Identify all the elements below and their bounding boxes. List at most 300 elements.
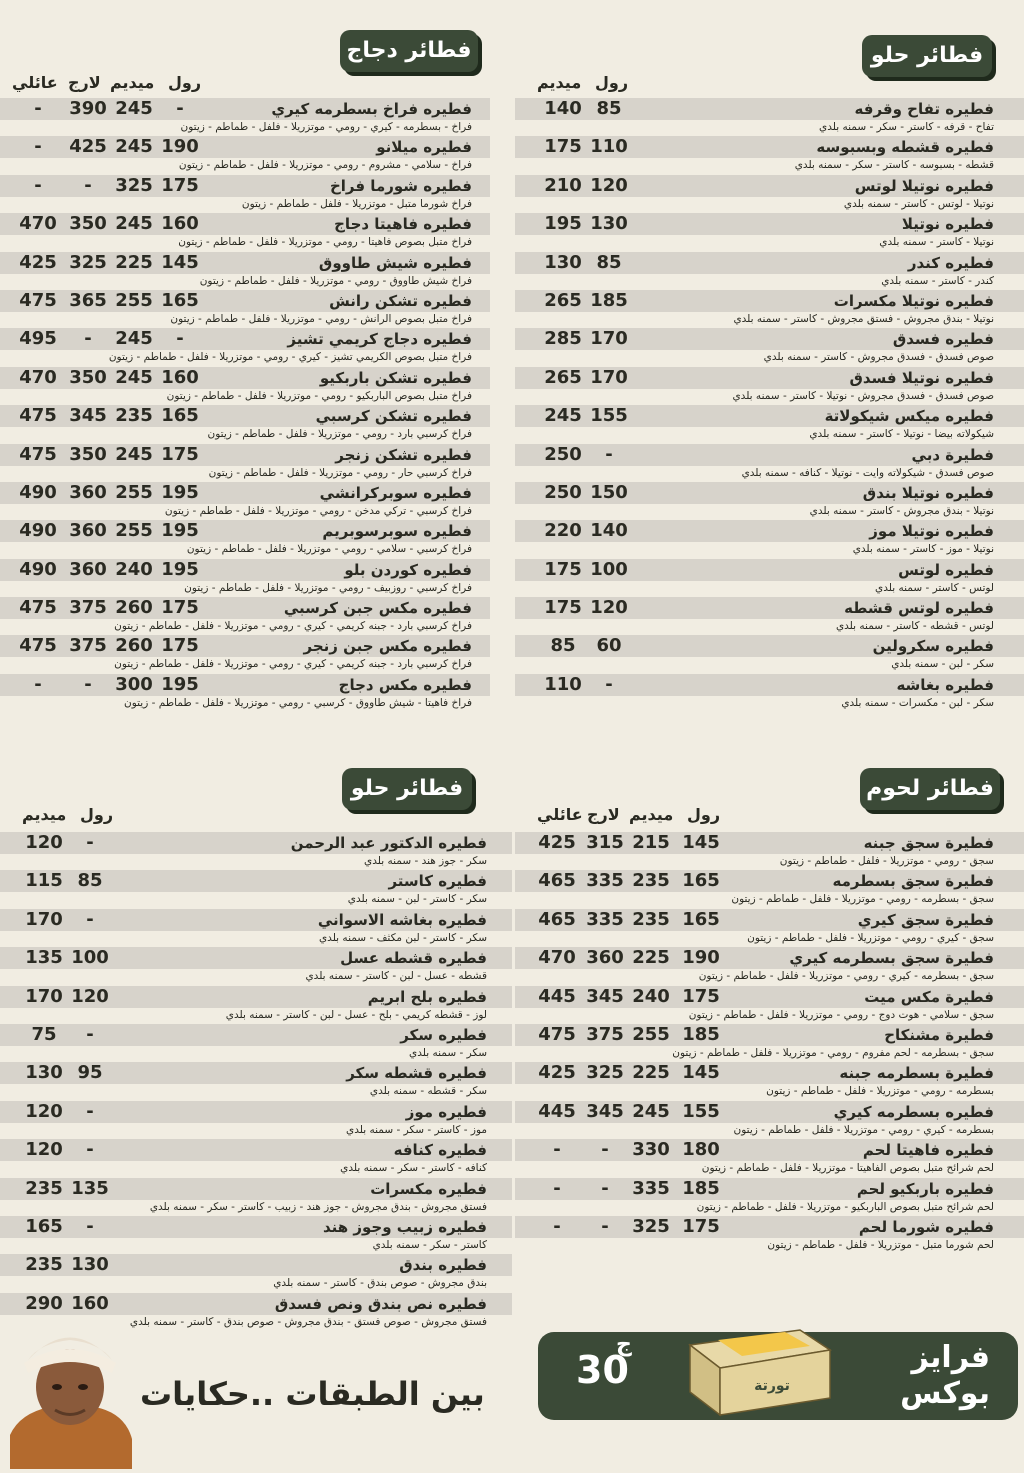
chicken-title: فطائر دجاج	[340, 30, 478, 72]
item-name-bar	[515, 98, 1024, 120]
menu-item[interactable]	[0, 328, 490, 366]
item-name-bar	[515, 1024, 1024, 1046]
price-medium: 255	[632, 1023, 670, 1045]
item-ingredients: شيكولاته بيضا - نوتيلا - كاستر - سمنه بلدي	[809, 428, 994, 441]
man-illustration	[0, 1315, 140, 1469]
item-name: فطيره نوتيلا	[901, 215, 994, 234]
price-medium: 325	[632, 1215, 670, 1237]
price-medium: 235	[632, 908, 670, 930]
menu-item[interactable]	[0, 832, 512, 870]
header-roll: رول	[168, 73, 202, 92]
item-name-bar	[515, 947, 1024, 969]
header-roll: رول	[595, 73, 629, 92]
item-name: فطيره مكس دجاج	[338, 675, 472, 694]
item-ingredients: فراخ كرسبي - سلامي - رومي - موتزريلا - فلفل - طماطم - زيتون	[186, 543, 472, 556]
item-name: فطيرة سجق كيري	[857, 910, 994, 929]
price-medium: 235	[632, 870, 670, 892]
item-name: فطيره سوبرسوبريم	[322, 522, 472, 541]
item-ingredients: بندق مجروش - صوص بندق - كاستر - سمنه بلدي	[273, 1277, 487, 1290]
menu-item[interactable]	[515, 635, 1024, 673]
price-roll: 60	[596, 635, 622, 657]
menu-item[interactable]	[515, 175, 1024, 213]
menu-item[interactable]	[515, 405, 1024, 443]
price-medium: 170	[25, 908, 63, 930]
price-medium: 290	[25, 1292, 63, 1314]
item-name: فطيره بندق	[399, 1256, 487, 1275]
menu-item[interactable]	[515, 1024, 1024, 1062]
item-ingredients: فراخ كرسبي حار - رومي - موتزريلا - فلفل - طماطم - زيتون	[208, 466, 472, 479]
item-name: فطيرة مشنكاح	[884, 1025, 994, 1044]
item-name-bar	[515, 482, 1024, 504]
chicken-list	[0, 98, 490, 712]
item-ingredients: فراخ - سلامي - مشروم - رومي - موتزريلا - فلفل - طماطم - زيتون	[178, 159, 472, 172]
price-medium: 240	[632, 985, 670, 1007]
item-name-bar	[515, 635, 1024, 657]
item-name: فطيره فراخ بسطرمه كيري	[271, 100, 472, 118]
sweet-bottom-list	[0, 832, 512, 1331]
price-roll: 145	[682, 832, 720, 853]
item-name-bar	[0, 635, 490, 657]
price-family: 425	[538, 1062, 576, 1084]
item-ingredients: سكر - قشطه - سمنه بلدي	[369, 1085, 487, 1098]
menu-item[interactable]	[515, 213, 1024, 251]
menu-item[interactable]	[0, 986, 512, 1024]
item-ingredients: نوتيلا - لوتس - كاستر - سمنه بلدي	[843, 197, 994, 210]
price-roll: 85	[596, 98, 622, 119]
menu-item[interactable]	[515, 597, 1024, 635]
item-name-bar	[515, 1178, 1024, 1200]
header-medium: ميديم	[537, 73, 582, 92]
menu-item[interactable]	[0, 909, 512, 947]
price-roll: 130	[71, 1254, 109, 1276]
price-family: -	[553, 1177, 561, 1199]
header-medium: ميديم	[22, 805, 67, 824]
price-medium: 325	[115, 174, 153, 196]
price-medium: 235	[115, 405, 153, 427]
menu-item[interactable]	[0, 1139, 512, 1177]
price-medium: 165	[25, 1215, 63, 1237]
price-large: -	[84, 328, 92, 350]
item-name: فطيره نص بندق ونص فسدق	[274, 1294, 487, 1313]
price-medium: 130	[25, 1062, 63, 1084]
item-name-bar	[0, 405, 490, 427]
sweet-bottom-section	[0, 760, 512, 1328]
menu-item[interactable]	[0, 520, 490, 558]
price-large: 350	[69, 213, 107, 235]
fries-box-promo[interactable]	[538, 1332, 1018, 1420]
menu-item[interactable]	[515, 482, 1024, 520]
item-name-bar	[0, 559, 490, 581]
menu-item[interactable]	[0, 597, 490, 635]
item-ingredients: لوتس - قشطه - كاستر - سمنه بلدي	[835, 620, 994, 633]
price-roll: 195	[161, 673, 199, 695]
price-medium: 245	[115, 213, 153, 235]
item-name-bar	[0, 947, 512, 969]
menu-item[interactable]	[515, 328, 1024, 366]
item-ingredients: لحم شرائح متبل بصوص الباربكيو - موتزريلا - فلفل - طماطم - زيتون	[696, 1200, 994, 1213]
item-ingredients: لوتس - كاستر - سمنه بلدي	[875, 581, 994, 594]
price-medium: 110	[544, 673, 582, 695]
price-roll: 100	[71, 947, 109, 969]
price-family: -	[553, 1139, 561, 1161]
item-ingredients: فراخ كرسبي بارد - رومي - موتزريلا - فلفل - طماطم - زيتون	[207, 428, 472, 441]
price-medium: 120	[25, 1139, 63, 1161]
price-roll: 195	[161, 520, 199, 542]
price-roll: 145	[682, 1062, 720, 1084]
price-family: 475	[19, 597, 57, 619]
item-name-bar	[0, 986, 512, 1008]
item-ingredients: فستق مجروش - بندق مجروش - جوز هند - زبيب - كاستر - سكر - سمنه بلدي	[149, 1200, 487, 1213]
price-medium: 210	[544, 174, 582, 196]
price-roll: -	[176, 328, 184, 350]
header-family: عائلي	[12, 73, 58, 92]
promo-line1: فرايز	[911, 1340, 990, 1375]
item-ingredients: بسطرمه - رومي - موتزريلا - فلفل - طماطم - زيتون	[766, 1085, 994, 1098]
item-name-bar	[0, 252, 490, 274]
item-name-bar	[515, 252, 1024, 274]
price-family: 425	[19, 251, 57, 273]
price-medium: 175	[544, 558, 582, 580]
price-family: 475	[19, 289, 57, 311]
price-family: -	[34, 673, 42, 695]
item-name-bar	[515, 520, 1024, 542]
price-large: 345	[69, 405, 107, 427]
price-roll: 95	[77, 1062, 103, 1084]
item-ingredients: صوص فسدق - شيكولاته وايت - نوتيلا - كنافه - سمنه بلدي	[741, 466, 994, 479]
price-roll: 160	[161, 213, 199, 235]
item-name-bar	[515, 1062, 1024, 1084]
sweet-top-section	[515, 0, 1024, 720]
item-name: فطيره شورما لحم	[858, 1217, 994, 1236]
price-family: 470	[538, 947, 576, 969]
header-roll: رول	[80, 805, 114, 824]
price-roll: 195	[161, 481, 199, 503]
item-name-bar	[0, 213, 490, 235]
menu-item[interactable]	[0, 947, 512, 985]
menu-item[interactable]	[0, 98, 490, 136]
item-name: فطيرة مكس ميت	[864, 987, 994, 1006]
menu-item[interactable]	[0, 136, 490, 174]
price-family: 465	[538, 870, 576, 892]
price-roll: 165	[161, 405, 199, 427]
menu-item[interactable]	[0, 252, 490, 290]
price-medium: 115	[25, 870, 63, 892]
item-ingredients: فراخ متبل بصوص فاهيتا - رومي - موتزريلا - فلفل - طماطم - زيتون	[178, 236, 472, 249]
menu-item[interactable]	[0, 290, 490, 328]
item-name-bar	[0, 1293, 512, 1315]
price-roll: 165	[161, 289, 199, 311]
menu-item[interactable]	[515, 444, 1024, 482]
price-medium: 255	[115, 481, 153, 503]
price-roll: 140	[590, 520, 628, 542]
menu-item[interactable]	[0, 367, 490, 405]
item-name: فطيره لوتس	[898, 560, 994, 579]
item-ingredients: تفاح - قرفه - كاستر - سكر - سمنه بلدي	[818, 121, 994, 133]
price-roll: 155	[590, 405, 628, 427]
price-medium: 260	[115, 635, 153, 657]
item-name: فطيره فاهيتا لحم	[862, 1141, 994, 1160]
menu-item[interactable]	[0, 1178, 512, 1216]
price-roll: 160	[71, 1292, 109, 1314]
item-name-bar	[0, 1254, 512, 1276]
price-family: 465	[538, 908, 576, 930]
item-ingredients: نوتيلا - بندق مجروش - فستق مجروش - كاستر - سمنه بلدي	[733, 312, 994, 325]
price-medium: 120	[25, 1100, 63, 1122]
price-medium: 265	[544, 289, 582, 311]
price-roll: -	[86, 1215, 94, 1237]
fries-box-image	[680, 1310, 840, 1420]
item-name-bar	[0, 367, 490, 389]
price-medium: 245	[544, 405, 582, 427]
price-roll: 175	[161, 635, 199, 657]
item-name-bar	[515, 367, 1024, 389]
item-name: فطيره كاستر	[388, 872, 487, 891]
price-large: -	[84, 174, 92, 196]
menu-item[interactable]	[515, 520, 1024, 558]
menu-item[interactable]	[0, 870, 512, 908]
price-roll: 195	[161, 558, 199, 580]
item-name: فطيره مكس جبن زنجر	[303, 637, 472, 656]
meat-title: فطائر لحوم	[860, 768, 1000, 810]
price-large: 325	[586, 1062, 624, 1084]
price-medium: 265	[544, 366, 582, 388]
item-name: فطيره قشطه عسل	[340, 949, 487, 968]
price-roll: 165	[682, 870, 720, 892]
menu-item[interactable]	[515, 98, 1024, 136]
menu-item[interactable]	[0, 674, 490, 712]
price-family: 490	[19, 558, 57, 580]
price-family: 470	[19, 213, 57, 235]
item-ingredients: سكر - لبن - سمنه بلدي	[891, 658, 994, 671]
item-ingredients: لحم شورما متبل - موتزريلا - فلفل - طماطم - زيتون	[767, 1238, 994, 1251]
item-name-bar	[515, 986, 1024, 1008]
tagline: بين الطبقات ..حكايات	[140, 1375, 485, 1413]
item-ingredients: فراخ كرسبي بارد - جبنه كريمي - كيري - رومي - موتزريلا - فلفل - طماطم - زيتون	[114, 658, 472, 671]
menu-item[interactable]	[0, 213, 490, 251]
menu-item[interactable]	[515, 290, 1024, 328]
item-name-bar	[0, 444, 490, 466]
price-roll: -	[605, 673, 613, 695]
menu-item[interactable]	[515, 1101, 1024, 1139]
price-family: -	[553, 1215, 561, 1237]
price-large: 315	[586, 832, 624, 853]
item-name: فطيره تشكن رانش	[329, 291, 472, 310]
item-name: فطيره باربكيو لحم	[856, 1179, 994, 1198]
price-roll: 180	[682, 1139, 720, 1161]
item-ingredients: كندر - كاستر - سمنه بلدي	[881, 274, 994, 287]
sweet-bottom-title: فطائر حلو	[342, 768, 472, 810]
menu-item[interactable]	[0, 482, 490, 520]
price-family: 475	[538, 1023, 576, 1045]
item-name: فطيره تشكن باربكيو	[319, 368, 472, 387]
price-large: 365	[69, 289, 107, 311]
item-ingredients: فراخ متبل بصوص الكريمي تشيز - كيري - رومي - موتزريلا - فلفل - طماطم - زيتون	[108, 351, 472, 364]
menu-item[interactable]	[515, 1216, 1024, 1254]
menu-item[interactable]	[0, 1024, 512, 1062]
price-medium: 260	[115, 597, 153, 619]
item-name: فطيرة سجق بسطرمه	[832, 872, 994, 891]
item-name: فطيره كندر	[907, 253, 994, 272]
header-large: لارج	[68, 73, 101, 92]
menu-item[interactable]	[515, 947, 1024, 985]
item-name: فطيره لوتس قشطه	[844, 599, 994, 618]
menu-item[interactable]	[0, 1101, 512, 1139]
item-name: فطيره موز	[405, 1102, 487, 1121]
menu-item[interactable]	[0, 1062, 512, 1100]
price-large: 360	[69, 520, 107, 542]
menu-item[interactable]	[0, 175, 490, 213]
item-name-bar	[0, 136, 490, 158]
item-name: فطيره سوبركرانشي	[319, 483, 472, 502]
price-roll: 185	[682, 1023, 720, 1045]
item-name: فطيره مكس جبن كرسبي	[283, 599, 472, 618]
price-medium: 245	[115, 443, 153, 465]
menu-item[interactable]	[515, 1062, 1024, 1100]
price-large: 345	[586, 985, 624, 1007]
promo-price: 30	[576, 1348, 629, 1392]
price-roll: 175	[682, 985, 720, 1007]
header-large: لارج	[587, 805, 620, 824]
price-medium: 300	[115, 673, 153, 695]
price-large: -	[84, 673, 92, 695]
item-ingredients: موز - كاستر - سكر - سمنه بلدي	[346, 1123, 487, 1136]
price-family: 490	[19, 481, 57, 503]
header-medium: ميديم	[110, 73, 155, 92]
menu-item[interactable]	[515, 559, 1024, 597]
item-ingredients: فراخ شيش طاووق - رومي - موتزريلا - فلفل - طماطم - زيتون	[199, 274, 472, 287]
item-ingredients: فراخ متبل بصوص الباربكيو - رومي - موتزريلا - فلفل - طماطم - زيتون	[166, 389, 472, 402]
menu-item[interactable]	[0, 1216, 512, 1254]
item-ingredients: سجق - بسطرمه - رومي - موتزريلا - فلفل - طماطم - زيتون	[731, 893, 994, 906]
menu-item[interactable]	[0, 444, 490, 482]
price-medium: 225	[632, 1062, 670, 1084]
price-large: 345	[586, 1100, 624, 1122]
meat-section	[515, 760, 1024, 1320]
item-name: فطيره كنافه	[393, 1141, 487, 1160]
price-medium: 235	[25, 1177, 63, 1199]
header-roll: رول	[687, 805, 721, 824]
menu-item[interactable]	[0, 1254, 512, 1292]
price-roll: 85	[596, 251, 622, 273]
price-family: 475	[19, 635, 57, 657]
item-ingredients: فراخ كرسبي - روزبيف - رومي - موتزريلا - فلفل - طماطم - زيتون	[184, 581, 472, 594]
item-name-bar	[515, 559, 1024, 581]
price-roll: 130	[590, 213, 628, 235]
item-ingredients: صوص فسدق - فسدق مجروش - كاستر - سمنه بلدي	[763, 351, 994, 364]
menu-item[interactable]	[515, 909, 1024, 947]
item-name: فطيره تشكن زنجر	[335, 445, 472, 464]
price-large: 375	[69, 635, 107, 657]
menu-item[interactable]	[515, 870, 1024, 908]
price-roll: -	[86, 1023, 94, 1045]
menu-item[interactable]	[0, 559, 490, 597]
price-medium: 175	[544, 597, 582, 619]
price-roll: 135	[71, 1177, 109, 1199]
price-large: 325	[69, 251, 107, 273]
menu-item[interactable]	[0, 635, 490, 673]
price-roll: 150	[590, 481, 628, 503]
price-medium: 255	[115, 289, 153, 311]
item-name-bar	[0, 482, 490, 504]
price-roll: 190	[682, 947, 720, 969]
item-name: فطيره ميكس شيكولاتة	[824, 407, 994, 426]
item-name-bar	[515, 870, 1024, 892]
chicken-section	[0, 0, 512, 720]
price-roll: -	[86, 908, 94, 930]
item-name-bar	[0, 1024, 512, 1046]
menu-item[interactable]	[515, 252, 1024, 290]
item-name-bar	[0, 832, 512, 854]
menu-item[interactable]	[515, 1178, 1024, 1216]
item-name: فطيره بسطرمه كيري	[833, 1102, 994, 1121]
price-roll: -	[86, 1139, 94, 1161]
price-family: -	[34, 136, 42, 158]
item-ingredients: كنافه - كاستر - سكر - سمنه بلدي	[340, 1162, 487, 1175]
price-large: -	[601, 1177, 609, 1199]
price-family: 495	[19, 328, 57, 350]
price-family: 475	[19, 443, 57, 465]
price-roll: 190	[161, 136, 199, 158]
menu-item[interactable]	[515, 832, 1024, 870]
item-name-bar	[0, 1216, 512, 1238]
item-ingredients: فراخ متبل بصوص الرانش - رومي - موتزريلا - فلفل - طماطم - زيتون	[170, 312, 472, 325]
price-medium: 215	[632, 832, 670, 853]
price-medium: 330	[632, 1139, 670, 1161]
item-name-bar	[515, 597, 1024, 619]
menu-item[interactable]	[515, 367, 1024, 405]
price-large: 375	[69, 597, 107, 619]
item-name: فطيره قشطه سكر	[346, 1064, 487, 1083]
item-name: فطيرة دبي	[911, 445, 994, 464]
item-ingredients: لوز - قشطه كريمي - بلح - عسل - لبن - كاستر - سمنه بلدي	[225, 1008, 487, 1021]
item-ingredients: سجق - بسطرمه - لحم مفروم - رومي - موتزريلا - فلفل - طماطم - زيتون	[672, 1046, 994, 1059]
item-name: فطيره بلح ابريم	[367, 987, 487, 1006]
item-name-bar	[0, 870, 512, 892]
item-ingredients: فراخ كرسبي بارد - جبنه كريمي - كيري - رومي - موتزريلا - فلفل - طماطم - زيتون	[114, 620, 472, 633]
item-name-bar	[515, 674, 1024, 696]
menu-item[interactable]	[515, 674, 1024, 712]
item-name-bar	[0, 175, 490, 197]
item-ingredients: سجق - رومي - موتزريلا - فلفل - طماطم - زيتون	[779, 855, 994, 867]
price-medium: 220	[544, 520, 582, 542]
item-name: فطيره سكر	[400, 1025, 487, 1044]
item-ingredients: قشطه - بسبوسه - كاستر - سكر - سمنه بلدي	[794, 159, 994, 172]
menu-item[interactable]	[515, 1139, 1024, 1177]
menu-item[interactable]	[515, 986, 1024, 1024]
item-name: فطيره كوردن بلو	[344, 560, 472, 579]
item-ingredients: صوص فسدق - فسدق مجروش - نوتيلا - كاستر - سمنه بلدي	[732, 389, 994, 402]
price-large: 350	[69, 443, 107, 465]
item-name-bar	[0, 290, 490, 312]
item-ingredients: سكر - لبن - مكسرات - سمنه بلدي	[841, 696, 994, 709]
header-family: عائلي	[537, 805, 583, 824]
price-large: 390	[69, 98, 107, 119]
price-medium: 245	[115, 136, 153, 158]
price-medium: 255	[115, 520, 153, 542]
menu-item[interactable]	[515, 136, 1024, 174]
item-ingredients: فراخ كرسبي - تركي مدخن - رومي - موتزريلا - فلفل - طماطم - زيتون	[164, 504, 472, 517]
price-large: 335	[586, 870, 624, 892]
item-ingredients: لحم شرائح متبل بصوص الفاهيتا - موتزريلا - فلفل - طماطم - زيتون	[701, 1162, 994, 1175]
header-medium: ميديم	[629, 805, 674, 824]
item-name-bar	[515, 213, 1024, 235]
price-medium: 335	[632, 1177, 670, 1199]
menu-item[interactable]	[0, 405, 490, 443]
item-name-bar	[0, 328, 490, 350]
item-name-bar	[515, 832, 1024, 854]
item-name: فطيره بغاشه الاسواني	[317, 910, 487, 929]
price-medium: 250	[544, 443, 582, 465]
